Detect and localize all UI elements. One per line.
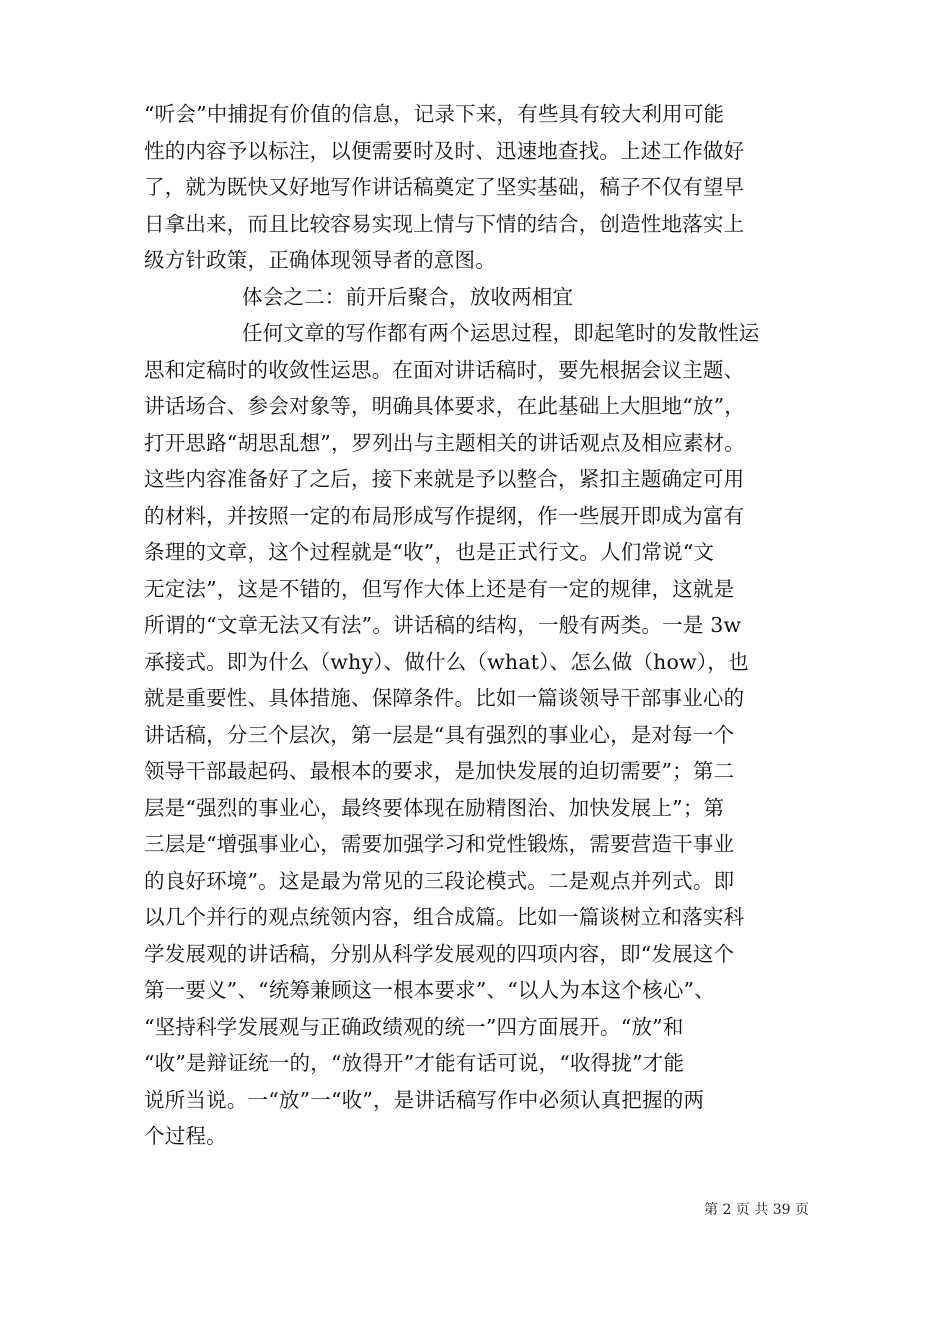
text-line: 了，就为既快又好地写作讲话稿奠定了坚实基础，稿子不仅有望早 — [144, 175, 745, 199]
text-line: “收”是辩证统一的，“放得开”才能有话可说，“收得拢”才能 — [144, 1051, 685, 1075]
text-line: 所谓的“文章无法又有法”。讲话稿的结构，一般有两类。一是 3w — [144, 613, 742, 637]
text-line: 第一要义”、“统筹兼顾这一根本要求”、“以人为本这个核心”、 — [144, 978, 715, 1002]
text-line: 层是“强烈的事业心，最终要体现在励精图治、加快发展上”；第 — [144, 795, 725, 820]
text-line: 打开思路“胡思乱想”，罗列出与主题相关的讲话观点及相应素材。 — [144, 430, 745, 455]
text-line: 性的内容予以标注，以便需要时及时、迅速地查找。上述工作做好 — [144, 138, 745, 163]
text-line: 任何文章的写作都有两个运思过程，即起笔时的发散性运 — [242, 321, 760, 345]
text-line: 讲话稿，分三个层次，第一层是“具有强烈的事业心，是对每一个 — [144, 722, 735, 747]
text-line: 日拿出来，而且比较容易实现上情与下情的结合，创造性地落实上 — [144, 211, 745, 236]
text-line: 学发展观的讲话稿，分别从科学发展观的四项内容，即“发展这个 — [144, 941, 735, 966]
text-line: 这些内容准备好了之后，接下来就是予以整合，紧扣主题确定可用 — [144, 467, 745, 491]
text-line: 思和定稿时的收敛性运思。在面对讲话稿时，要先根据会议主题、 — [144, 357, 745, 382]
text-line: 级方针政策，正确体现领导者的意图。 — [144, 248, 496, 272]
text-line: 三层是“增强事业心，需要加强学习和党性锻炼，需要营造干事业 — [144, 832, 735, 856]
page-number-footer: 第 2 页 共 39 页 — [704, 1202, 809, 1218]
section-heading: 体会之二：前开后聚合，放收两相宜 — [242, 284, 574, 309]
text-line: 以几个并行的观点统领内容，组合成篇。比如一篇谈树立和落实科 — [144, 905, 745, 929]
text-line: 说所当说。一“放”一“收”，是讲话稿写作中必须认真把握的两 — [144, 1087, 705, 1112]
body-text — [144, 96, 809, 1155]
text-line: 个过程。 — [144, 1124, 227, 1148]
text-line: “坚持科学发展观与正确政绩观的统一”四方面展开。“放”和 — [144, 1014, 684, 1039]
text-line: 的良好环境”。这是最为常见的三段论模式。二是观点并列式。即 — [144, 868, 735, 893]
text-line: 条理的文章，这个过程就是“收”，也是正式行文。人们常说“文 — [144, 540, 715, 564]
text-line: 讲话场合、参会对象等，明确具体要求，在此基础上大胆地“放”， — [144, 394, 745, 418]
text-line: “听会”中捕捉有价值的信息，记录下来，有些具有较大利用可能 — [144, 102, 725, 126]
text-line: 承接式。即为什么（why）、做什么（what）、怎么做（how），也 — [144, 649, 749, 674]
text-line: 就是重要性、具体措施、保障条件。比如一篇谈领导干部事业心的 — [144, 686, 745, 710]
text-line: 无定法”，这是不错的，但写作大体上还是有一定的规律，这就是 — [144, 576, 735, 601]
text-line: 领导干部最起码、最根本的要求，是加快发展的迫切需要”；第二 — [144, 759, 735, 783]
text-line: 的材料，并按照一定的布局形成写作提纲，作一些展开即成为富有 — [144, 503, 745, 528]
